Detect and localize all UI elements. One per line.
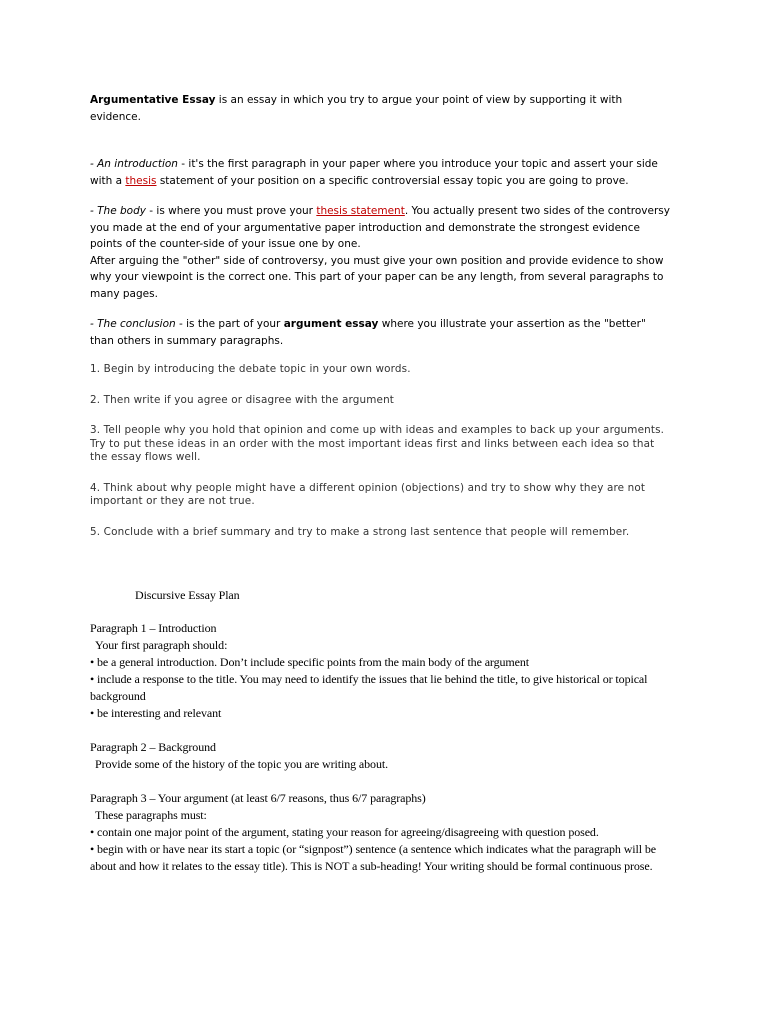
paragraph-3-heading: Paragraph 3 – Your argument (at least 6/7 reasons, thus 6/7 paragraphs) xyxy=(90,791,426,805)
conclusion-bold: argument essay xyxy=(283,318,379,330)
thesis-statement-link[interactable]: thesis statement xyxy=(316,205,405,217)
paragraph-1-item-3: • be interesting and relevant xyxy=(90,706,222,720)
thesis-link[interactable]: thesis xyxy=(125,174,157,187)
intro-paragraph xyxy=(90,92,670,125)
intro-definition: is an essay in which you try to argue your point of view by supporting it with evidence. xyxy=(90,94,623,123)
body-text1: - is where you must prove your xyxy=(145,205,317,217)
paragraph-1-item-1: • be a general introduction. Don’t include specific points from the main body of the argument xyxy=(90,655,530,669)
body-paragraph-continued: After arguing the "other" side of controversy, you must give your own position and provide evidence to show why your viewpoint is the correct one. This part of your paper can be any length, from several paragraphs to many pages. xyxy=(90,254,664,300)
paragraph-1-heading: Paragraph 1 – Introduction xyxy=(90,621,217,635)
introduction-text2: statement of your position on a specific controversial essay topic you are going to prove. xyxy=(156,174,629,187)
paragraph-2-text: Provide some of the history of the topic you are writing about. xyxy=(95,757,388,771)
conclusion-text1: - is the part of your xyxy=(175,318,284,330)
step-5: 5. Conclude with a brief summary and try to make a strong last sentence that people will remember. xyxy=(90,525,630,538)
plan-title: Discursive Essay Plan xyxy=(135,588,240,602)
introduction-label: - An introduction xyxy=(90,158,178,170)
paragraph-3-item-1: • contain one major point of the argument, stating your reason for agreeing/disagreeing with question posed. xyxy=(90,825,599,839)
document-page xyxy=(90,92,670,875)
paragraph-2-heading: Paragraph 2 – Background xyxy=(90,740,216,754)
paragraph-1-lead: Your first paragraph should: xyxy=(95,638,228,652)
paragraph-1-item-2: • include a response to the title. You may need to identify the issues that lie behind the title, to give historical or topical background xyxy=(90,672,648,703)
conclusion-text2: where you illustrate your assertion as the "better" than others in summary paragraphs. xyxy=(90,318,646,347)
step-3: 3. Tell people why you hold that opinion and come up with ideas and examples to back up your arguments. Try to put these ideas in an order with the most important ideas first and links between each idea so that the essay flows well. xyxy=(90,424,665,463)
introduction-paragraph xyxy=(90,156,670,189)
conclusion-paragraph xyxy=(90,316,670,349)
body-paragraph xyxy=(90,203,670,253)
conclusion-label: - The conclusion xyxy=(90,318,176,330)
step-4: 4. Think about why people might have a different opinion (objections) and try to show why they are not important or they are not true. xyxy=(90,481,646,507)
step-1: 1. Begin by introducing the debate topic in your own words. xyxy=(90,363,411,375)
step-2: 2. Then write if you agree or disagree with the argument xyxy=(90,393,395,406)
intro-term: Argumentative Essay xyxy=(90,94,216,106)
paragraph-3-item-2: • begin with or have near its start a topic (or “signpost”) sentence (a sentence which indicates what the paragraph will be about and how it relates to the essay title). This is NOT a sub-heading! Your writing should be formal continuous prose. xyxy=(90,842,657,873)
body-text2: . You actually present two sides of the controversy you made at the end of your argumentative paper introduction and demonstrate the strongest evidence points of the counter-side of your issue one by one. xyxy=(90,205,670,250)
paragraph-3-lead: These paragraphs must: xyxy=(95,808,207,822)
introduction-text1: - it's the first paragraph in your paper where you introduce your topic and assert your side with a xyxy=(90,158,658,187)
body-label: - The body xyxy=(90,205,146,217)
